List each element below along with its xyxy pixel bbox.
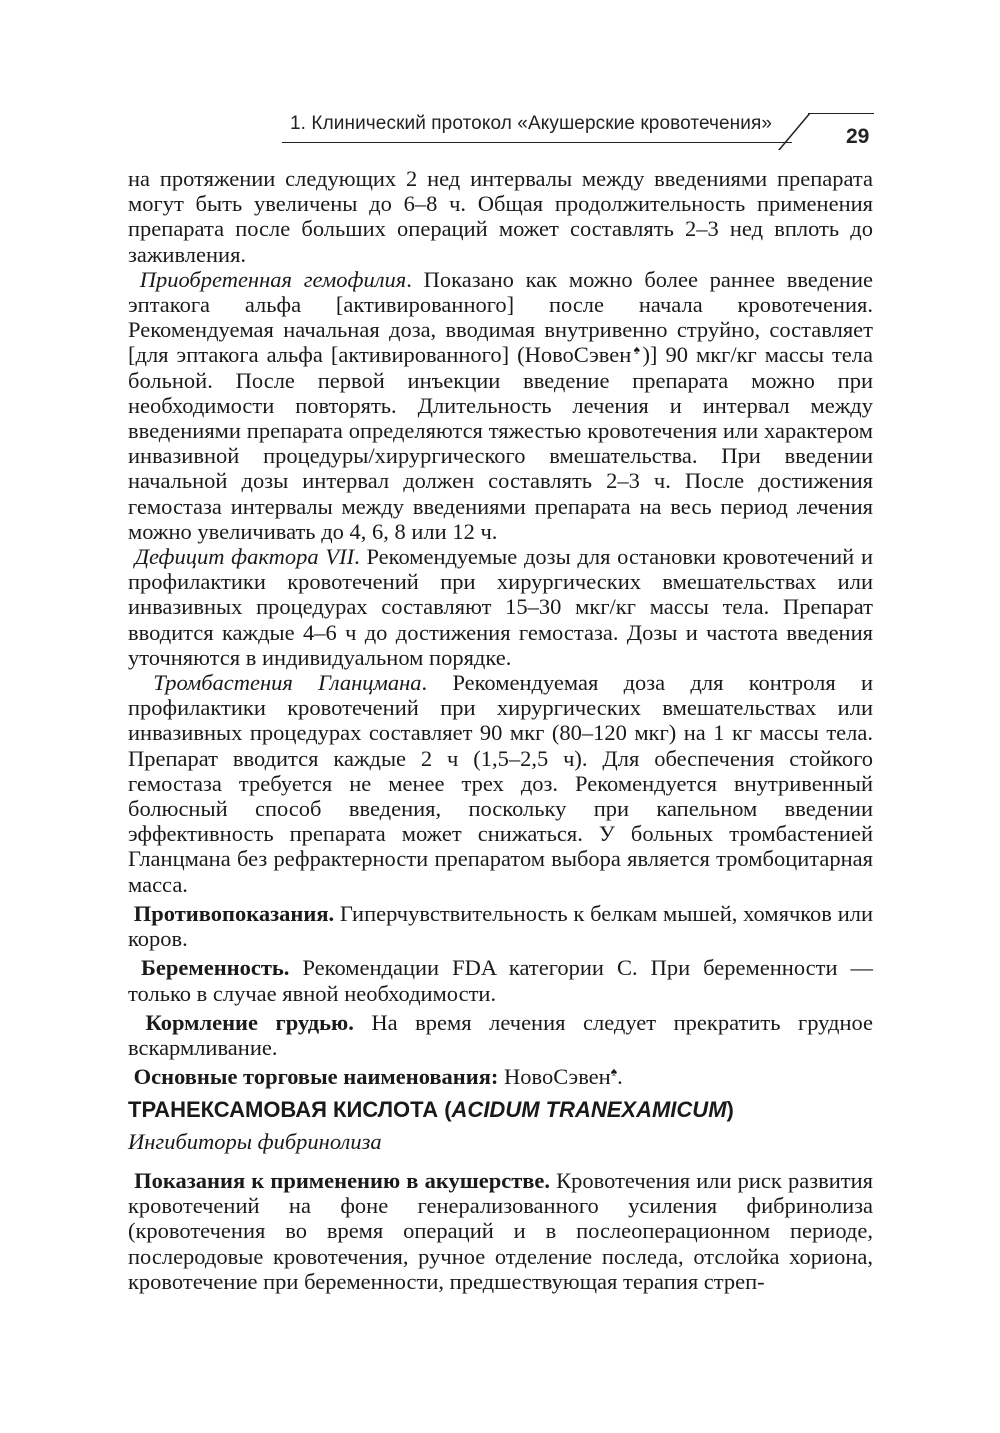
paragraph-glanzmann bbox=[128, 670, 873, 897]
running-header-title: 1. Клинический протокол «Акушерские кровотечения» bbox=[290, 113, 773, 134]
paragraph-lead: Тромбастения Гланцмана bbox=[153, 670, 422, 696]
paragraph-lead: Показания к применению в акушерстве. bbox=[134, 1168, 551, 1193]
paragraph-text: На время лечения следует прекратить грудное вскармливание. bbox=[128, 1009, 873, 1060]
section-title: ТРАНЕКСАМОВАЯ КИСЛОТА ( bbox=[128, 1097, 452, 1122]
page-number: 29 bbox=[846, 125, 870, 148]
paragraph-lead: Основные торговые наименования: bbox=[133, 1064, 499, 1090]
paragraph-text: . bbox=[617, 1064, 623, 1090]
paragraph-text: Рекомендации FDA категории C. При беременности — только в случае явной необходимости. bbox=[128, 955, 874, 1006]
paragraph-text: . Рекомендуемые дозы для остановки кровотечений и профилактики кровотечений при хирургических вмешательствах или инвазивных процедурах составляют 15–30 мкг/кг массы тела. Препарат вводится каждые 4–6 ч до достижения гемостаза. Дозы и частота введения уточняются в индивидуальном порядке. bbox=[128, 544, 873, 670]
section-title-end: ) bbox=[726, 1097, 734, 1122]
paragraph-text: Гиперчувствительность к белкам мышей, хомячков или коров. bbox=[128, 900, 874, 952]
paragraph-lead: Беременность. bbox=[141, 955, 290, 981]
paragraph-lead: Дефицит фактора VII bbox=[134, 544, 355, 570]
paragraph-text: )] 90 мкг/кг массы тела больной. После первой инъекции введение препарата можно при необходимости повторять. Длительность лечения и интервал между введениями препарата определяются тяжестью кровотечения или характером инвазивной процедуры/хирургического вмешательства. При введении начальной дозы интервал должен составлять 2–3 ч. После достижения гемостаза интервалы между введениями препарата на весь период лечения можно увеличивать до 4, 6, 8 или 12 ч. bbox=[128, 342, 874, 544]
header-rule bbox=[282, 142, 792, 143]
paragraph-acquired-hemophilia bbox=[128, 267, 873, 544]
paragraph-lead: Кормление грудью. bbox=[145, 1009, 354, 1035]
paragraph-factor-vii-deficiency bbox=[128, 544, 873, 670]
paragraph-breastfeeding bbox=[128, 1010, 873, 1060]
registered-mark: ♠ bbox=[631, 342, 643, 357]
section-subtitle: Ингибиторы фибринолиза bbox=[128, 1129, 382, 1154]
paragraph-pregnancy bbox=[128, 955, 873, 1005]
paragraph-lead: Приобретенная гемофилия bbox=[139, 266, 407, 292]
paragraph-text: на протяжении следующих 2 нед интервалы между введениями препарата могут быть увеличены до 6–8 ч. Общая продолжительность применения препарата после больших операций может составлять 2–3 нед вплоть до заживления. bbox=[128, 166, 873, 267]
paragraph-text: Кровотечения или риск развития кровотечений на фоне генерализованного усиления фибринолиза (кровотечения во время операций и в послеоперационном периоде, послеродовые кровотечения, ручное отделение последа, отслойка хориона, кровотечение при беременности, предшествующая терапия стреп- bbox=[128, 1168, 873, 1294]
paragraph-lead: Противопоказания. bbox=[133, 900, 335, 926]
section-title-latin: ACIDUM TRANEXAMICUM bbox=[451, 1097, 727, 1122]
paragraph-trade-names bbox=[128, 1064, 873, 1089]
section-body-text bbox=[128, 1168, 873, 1294]
paragraph-text: . Рекомендуемая доза для контроля и профилактики кровотечений при хирургических вмешательствах или инвазивных процедурах составляет 90 мкг (80–120 мкг) на 1 кг массы тела. Препарат вводится каждые 2 ч (1,5–2,5 ч). Для обеспечения стойкого гемостаза требуется не менее трех доз. Рекомендуется внутривенный болюсный способ введения, поскольку при капельном введении эффективность препарата может снижаться. У больных тромбастенией Гланцмана без рефрактерности препаратом выбора является тромбоцитарная масса. bbox=[128, 670, 874, 897]
section-heading bbox=[128, 1097, 734, 1123]
header-rule-top bbox=[808, 113, 874, 114]
registered-mark: ♠ bbox=[610, 1064, 618, 1079]
paragraph-text: . Показано как можно более раннее введение эптакога альфа [активированного] после начала кровотечения. Рекомендуемая начальная доза, вводимая внутривенно струйно, составляет [для эптакога альфа [активированного] (НовоСэвен bbox=[128, 266, 874, 368]
paragraph-contraindications bbox=[128, 901, 873, 951]
paragraph-text: НовоСэвен bbox=[498, 1064, 611, 1090]
paragraph-indications bbox=[128, 1168, 873, 1294]
paragraph-continuation bbox=[128, 166, 873, 267]
body-text bbox=[128, 166, 873, 1089]
